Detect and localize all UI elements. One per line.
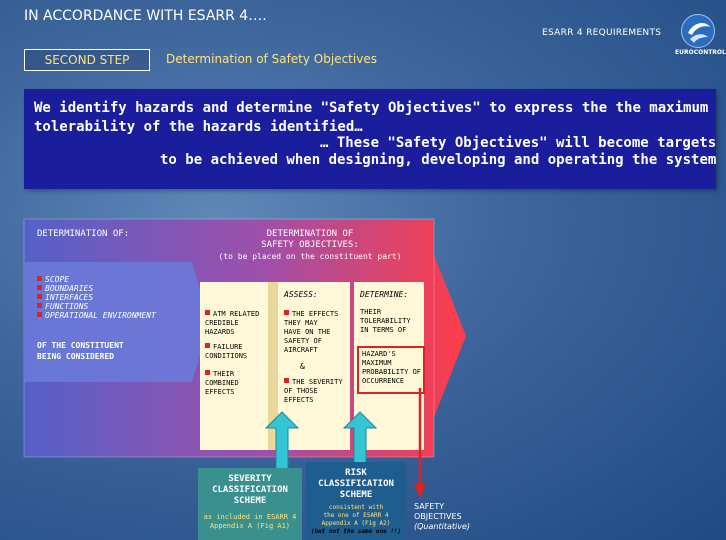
hazard-probability: HAZARD'S MAXIMUM PROBABILITY OF OCCURRENCE [362,350,422,385]
intro-line-2: tolerability of the hazards identified… [34,119,363,135]
list-item: OPERATIONAL ENVIRONMENT [37,311,156,320]
determine-label: DETERMINE: [360,290,409,299]
severity-classification-box: SEVERITY CLASSIFICATION SCHEME as included in ESARR 4 Appendix A (Fig A1) [198,468,302,540]
failure-conditions: FAILURE CONDITIONS [205,343,248,360]
step-title: Determination of Safety Objectives [166,52,377,66]
intro-line-4: to be achieved when designing, developing and operating the system [160,152,717,168]
assess-label: ASSESS: [284,290,318,299]
intro-line-3: … These "Safety Objectives" will become targets [320,135,717,151]
list-item: INTERFACES [37,293,156,302]
atm-hazards: ATM RELATED CREDIBLE HAZARDS [205,310,260,336]
step-badge: SECOND STEP [24,49,150,71]
determination-of-label: DETERMINATION OF: [37,229,130,239]
ampersand: & [300,362,305,371]
eurocontrol-logo [675,12,726,58]
center-title: DETERMINATION OF SAFETY OBJECTIVES: (to be placed on the constituent part) [218,229,402,261]
tolerability: THEIR TOLERABILITY IN TERMS OF [360,308,411,334]
list-item: FUNCTIONS [37,302,156,311]
logo-globe-icon [681,14,715,48]
intro-line-1: We identify hazards and determine "Safety Objectives" to express the the maximum [34,100,709,116]
effects-on-safety: THE EFFECTS THEY MAY HAVE ON THE SAFETY OF AIRCRAFT [284,310,339,354]
list-item: SCOPE [37,275,156,284]
safety-objectives-arrow [405,388,435,500]
header-right-label: ESARR 4 REQUIREMENTS [542,28,662,38]
logo-text: EUROCONTROL [675,49,726,56]
intro-box [24,89,716,189]
list-item: BOUNDARIES [37,284,156,293]
risk-classification-box: RISK CLASSIFICATION SCHEME consistent with the one of ESARR 4 Appendix A (Fig A2) (but not the same one !!) [306,462,406,540]
safety-objectives-label: SAFETY OBJECTIVES (Quantitative) [414,502,470,531]
severity-of-effects: THE SEVERITY OF THOSE EFFECTS [284,378,343,404]
severity-arrow [262,412,302,472]
page-title: IN ACCORDANCE WITH ESARR 4…. [24,8,267,24]
combined-effects: THEIR COMBINED EFFECTS [205,370,239,396]
scope-list [37,275,156,320]
constituent-line-2: BEING CONSIDERED [37,352,115,361]
constituent-line-1: OF THE CONSTITUENT [37,341,124,350]
